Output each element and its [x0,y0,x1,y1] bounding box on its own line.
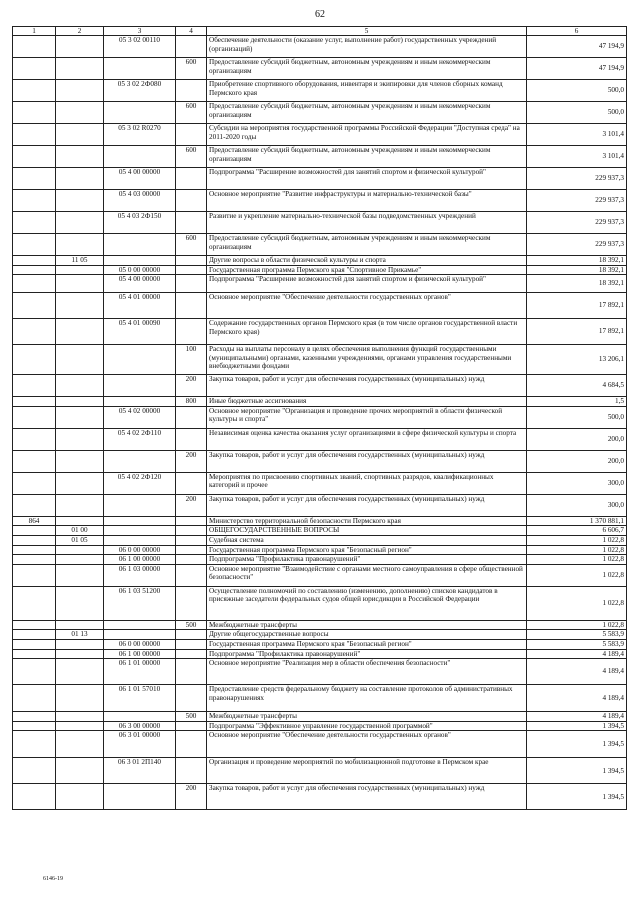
column-header: 2 [56,27,104,36]
table-row [13,649,627,659]
cell-amount: 1 022,8 [527,564,627,586]
table-row [13,345,627,375]
cell-section-code [56,146,104,168]
cell-admin-code [13,659,56,685]
cell-admin-code [13,586,56,620]
cell-section-code: 11 05 [56,256,104,266]
column-header: 1 [13,27,56,36]
cell-amount: 1 394,5 [527,731,627,758]
table-header-row [13,27,627,36]
cell-section-code [56,319,104,345]
table-row [13,265,627,275]
cell-section-code [56,564,104,586]
cell-amount: 1 022,8 [527,620,627,630]
cell-section-code [56,234,104,256]
cell-section-code [56,758,104,784]
cell-name: Развитие и укрепление материально-технической базы подведомственных учреждений [207,212,527,234]
cell-name: Министерство территориальной безопасности Пермского края [207,516,527,526]
cell-section-code [56,212,104,234]
cell-amount: 229 937,3 [527,168,627,190]
cell-section-code [56,275,104,293]
cell-admin-code [13,731,56,758]
cell-expense-type: 100 [176,345,207,375]
cell-name: Осуществление полномочий по составлению (изменению, дополнению) списков кандидатов в присяжные заседатели федеральных судов общей юрисдикции в Российской Федерации [207,586,527,620]
cell-name: Основное мероприятие "Реализация мер в области обеспечения безопасности" [207,659,527,685]
cell-amount: 3 101,4 [527,146,627,168]
cell-target-article: 06 1 03 00000 [104,564,176,586]
cell-amount: 6 606,7 [527,526,627,536]
cell-amount: 300,0 [527,494,627,516]
cell-admin-code [13,190,56,212]
table-row [13,397,627,407]
cell-section-code [56,293,104,319]
cell-target-article: 06 1 01 00000 [104,659,176,685]
cell-name: Независимая оценка качества оказания услуг организациями в сфере физической культуры и спорта [207,428,527,450]
cell-target-article: 05 4 01 00000 [104,293,176,319]
cell-amount: 1,5 [527,397,627,407]
page-number: 62 [315,9,325,20]
column-header: 4 [176,27,207,36]
table-row [13,293,627,319]
cell-amount: 229 937,3 [527,190,627,212]
cell-target-article: 05 3 02 R0270 [104,124,176,146]
cell-amount: 5 583,9 [527,630,627,640]
cell-target-article [104,375,176,397]
cell-name: Приобретение спортивного оборудования, инвентаря и экипировки для членов сборных команд Пермского края [207,80,527,102]
cell-admin-code [13,721,56,731]
cell-name: Основное мероприятие "Обеспечение деятельности государственных органов" [207,293,527,319]
cell-admin-code [13,758,56,784]
cell-amount: 1 394,5 [527,721,627,731]
table-row [13,659,627,685]
cell-expense-type: 200 [176,784,207,810]
cell-expense-type [176,319,207,345]
cell-admin-code [13,620,56,630]
cell-amount: 229 937,3 [527,234,627,256]
cell-target-article [104,58,176,80]
cell-expense-type: 600 [176,58,207,80]
cell-target-article: 06 3 00 00000 [104,721,176,731]
cell-section-code [56,659,104,685]
cell-section-code [56,428,104,450]
cell-name: Организация и проведение мероприятий по мобилизационной подготовке в Пермском крае [207,758,527,784]
cell-amount: 1 394,5 [527,784,627,810]
table-row [13,516,627,526]
cell-amount: 4 189,4 [527,659,627,685]
cell-amount: 1 022,8 [527,535,627,545]
cell-admin-code [13,397,56,407]
cell-section-code: 01 13 [56,630,104,640]
cell-expense-type [176,564,207,586]
cell-target-article [104,102,176,124]
cell-target-article: 05 4 03 2Ф150 [104,212,176,234]
cell-section-code [56,516,104,526]
cell-target-article: 06 3 01 2П140 [104,758,176,784]
cell-section-code [56,586,104,620]
cell-name: Государственная программа Пермского края "Безопасный регион" [207,545,527,555]
table-row [13,721,627,731]
cell-amount: 200,0 [527,450,627,472]
table-row [13,472,627,494]
cell-section-code [56,265,104,275]
table-row [13,758,627,784]
cell-expense-type [176,428,207,450]
cell-amount: 5 583,9 [527,639,627,649]
cell-admin-code [13,293,56,319]
cell-admin-code [13,345,56,375]
cell-admin-code [13,630,56,640]
cell-amount: 18 392,1 [527,256,627,266]
cell-amount: 4 684,5 [527,375,627,397]
cell-section-code [56,649,104,659]
cell-expense-type [176,275,207,293]
budget-table [12,26,627,810]
cell-section-code [56,731,104,758]
cell-admin-code [13,102,56,124]
table-row [13,639,627,649]
cell-amount: 4 189,4 [527,649,627,659]
cell-expense-type [176,256,207,266]
cell-section-code [56,620,104,630]
cell-section-code [56,124,104,146]
cell-name: Другие вопросы в области физической культуры и спорта [207,256,527,266]
cell-amount: 17 892,1 [527,319,627,345]
cell-section-code [56,712,104,722]
cell-amount: 500,0 [527,102,627,124]
cell-expense-type: 600 [176,102,207,124]
cell-name: Предоставление субсидий бюджетным, автономным учреждениям и иным некоммерческим организациям [207,58,527,80]
cell-expense-type [176,265,207,275]
table-row [13,494,627,516]
cell-admin-code [13,80,56,102]
cell-target-article [104,620,176,630]
cell-expense-type: 200 [176,375,207,397]
cell-target-article [104,397,176,407]
table-row [13,102,627,124]
cell-expense-type [176,586,207,620]
cell-expense-type: 600 [176,146,207,168]
cell-target-article: 05 4 02 00000 [104,406,176,428]
cell-admin-code [13,319,56,345]
cell-target-article: 05 4 02 2Ф110 [104,428,176,450]
cell-target-article: 06 1 03 51200 [104,586,176,620]
cell-expense-type [176,168,207,190]
table-row [13,450,627,472]
cell-expense-type [176,212,207,234]
cell-expense-type [176,535,207,545]
cell-amount: 4 189,4 [527,712,627,722]
cell-target-article: 05 0 00 00000 [104,265,176,275]
cell-expense-type [176,526,207,536]
cell-target-article [104,494,176,516]
cell-expense-type [176,639,207,649]
cell-target-article: 06 1 00 00000 [104,649,176,659]
cell-target-article: 05 4 02 2Ф120 [104,472,176,494]
table-row [13,555,627,565]
cell-target-article: 06 1 01 57010 [104,685,176,712]
cell-expense-type [176,406,207,428]
cell-name: Судебная система [207,535,527,545]
cell-target-article: 05 4 00 00000 [104,168,176,190]
cell-name: Государственная программа Пермского края "Безопасный регион" [207,639,527,649]
cell-admin-code [13,526,56,536]
column-header: 3 [104,27,176,36]
cell-section-code [56,494,104,516]
cell-expense-type [176,36,207,58]
cell-name: Содержание государственных органов Пермского края (в том числе органов государственной власти Пермского края) [207,319,527,345]
cell-expense-type [176,124,207,146]
cell-section-code [56,397,104,407]
cell-expense-type: 500 [176,712,207,722]
table-row [13,712,627,722]
cell-target-article [104,784,176,810]
cell-target-article: 06 0 00 00000 [104,639,176,649]
cell-admin-code [13,494,56,516]
footer-code: 6146-19 [43,876,63,882]
cell-name: Основное мероприятие "Развитие инфраструктуры и материально-технической базы" [207,190,527,212]
cell-expense-type [176,472,207,494]
cell-amount: 200,0 [527,428,627,450]
cell-name: Расходы на выплаты персоналу в целях обеспечения выполнения функций государственными (муниципальными) органами, казенными учреждениями, органами управления государственными внебюджетными фондами [207,345,527,375]
cell-name: Предоставление субсидий бюджетным, автономным учреждениям и иным некоммерческим организациям [207,234,527,256]
table-row [13,256,627,266]
table-row [13,275,627,293]
cell-amount: 18 392,1 [527,275,627,293]
table-row [13,168,627,190]
table-row [13,535,627,545]
cell-amount: 229 937,3 [527,212,627,234]
cell-name: Закупка товаров, работ и услуг для обеспечения государственных (муниципальных) нужд [207,784,527,810]
cell-target-article [104,630,176,640]
table-row [13,146,627,168]
cell-name: Основное мероприятие "Взаимодействие с органами местного самоуправления в сфере общественной безопасности" [207,564,527,586]
cell-amount: 300,0 [527,472,627,494]
cell-admin-code [13,265,56,275]
cell-name: Закупка товаров, работ и услуг для обеспечения государственных (муниципальных) нужд [207,494,527,516]
cell-name: Межбюджетные трансферты [207,620,527,630]
cell-section-code [56,545,104,555]
table-row [13,58,627,80]
cell-admin-code [13,146,56,168]
cell-name: ОБЩЕГОСУДАРСТВЕННЫЕ ВОПРОСЫ [207,526,527,536]
cell-section-code [56,472,104,494]
cell-amount: 500,0 [527,406,627,428]
cell-admin-code [13,375,56,397]
table-row [13,731,627,758]
cell-expense-type [176,630,207,640]
cell-name: Подпрограмма "Профилактика правонарушений" [207,555,527,565]
cell-admin-code [13,58,56,80]
table-row [13,234,627,256]
cell-section-code [56,168,104,190]
cell-amount: 1 022,8 [527,586,627,620]
cell-section-code [56,80,104,102]
cell-admin-code [13,450,56,472]
cell-section-code [56,375,104,397]
table-row [13,428,627,450]
cell-amount: 47 194,9 [527,36,627,58]
table-row [13,319,627,345]
table-row [13,375,627,397]
cell-expense-type [176,685,207,712]
cell-name: Предоставление субсидий бюджетным, автономным учреждениям и иным некоммерческим организациям [207,102,527,124]
cell-section-code [56,345,104,375]
cell-target-article: 05 3 02 2Ф080 [104,80,176,102]
cell-admin-code [13,784,56,810]
cell-name: Подпрограмма "Расширение возможностей для занятий спортом и физической культурой" [207,275,527,293]
cell-expense-type [176,649,207,659]
cell-name: Основное мероприятие "Организация и проведение прочих мероприятий в области физической культуры и спорта" [207,406,527,428]
cell-admin-code [13,712,56,722]
cell-expense-type [176,190,207,212]
cell-target-article [104,450,176,472]
cell-amount: 47 194,9 [527,58,627,80]
cell-expense-type [176,758,207,784]
cell-name: Обеспечение деятельности (оказание услуг, выполнение работ) государственных учреждений (организаций) [207,36,527,58]
table-row [13,406,627,428]
table-row [13,564,627,586]
table-row [13,586,627,620]
cell-target-article [104,256,176,266]
cell-admin-code [13,406,56,428]
table-row [13,36,627,58]
cell-target-article [104,526,176,536]
cell-expense-type [176,659,207,685]
cell-target-article: 05 4 00 00000 [104,275,176,293]
cell-section-code [56,58,104,80]
table-row [13,784,627,810]
column-header: 5 [207,27,527,36]
cell-section-code: 01 00 [56,526,104,536]
table-row [13,80,627,102]
cell-admin-code [13,535,56,545]
cell-target-article [104,516,176,526]
cell-expense-type [176,516,207,526]
cell-amount: 3 101,4 [527,124,627,146]
cell-target-article [104,535,176,545]
cell-admin-code [13,36,56,58]
cell-target-article: 05 4 03 00000 [104,190,176,212]
cell-amount: 1 022,8 [527,545,627,555]
table-row [13,212,627,234]
cell-section-code [56,450,104,472]
cell-admin-code [13,545,56,555]
table-row [13,526,627,536]
cell-section-code [56,406,104,428]
cell-amount: 500,0 [527,80,627,102]
cell-admin-code [13,256,56,266]
cell-target-article [104,712,176,722]
cell-name: Предоставление средств федеральному бюджету на составление протоколов об административных правонарушениях [207,685,527,712]
cell-admin-code [13,685,56,712]
cell-expense-type: 600 [176,234,207,256]
cell-name: Субсидии на мероприятия государственной программы Российской Федерации "Доступная среда" на 2011-2020 годы [207,124,527,146]
table-row [13,124,627,146]
column-header: 6 [527,27,627,36]
cell-expense-type: 800 [176,397,207,407]
cell-section-code: 01 05 [56,535,104,545]
table-row [13,630,627,640]
cell-admin-code [13,428,56,450]
cell-expense-type [176,545,207,555]
cell-admin-code [13,124,56,146]
cell-target-article [104,146,176,168]
cell-target-article: 05 3 02 00110 [104,36,176,58]
cell-name: Подпрограмма "Расширение возможностей для занятий спортом и физической культурой" [207,168,527,190]
cell-expense-type [176,721,207,731]
table-row [13,685,627,712]
cell-admin-code [13,275,56,293]
cell-amount: 17 892,1 [527,293,627,319]
cell-target-article: 06 3 01 00000 [104,731,176,758]
cell-amount: 13 206,1 [527,345,627,375]
cell-admin-code [13,472,56,494]
cell-amount: 1 022,8 [527,555,627,565]
cell-section-code [56,784,104,810]
cell-name: Межбюджетные трансферты [207,712,527,722]
cell-section-code [56,102,104,124]
cell-expense-type [176,731,207,758]
table-row [13,190,627,212]
cell-amount: 4 189,4 [527,685,627,712]
table-row [13,545,627,555]
cell-expense-type: 200 [176,494,207,516]
cell-target-article [104,234,176,256]
cell-name: Мероприятия по присвоению спортивных званий, спортивных разрядов, квалификационных категорий и прочее [207,472,527,494]
cell-section-code [56,190,104,212]
cell-admin-code [13,212,56,234]
cell-target-article: 06 1 00 00000 [104,555,176,565]
cell-name: Иные бюджетные ассигнования [207,397,527,407]
cell-amount: 18 392,1 [527,265,627,275]
cell-section-code [56,721,104,731]
cell-admin-code [13,168,56,190]
cell-admin-code [13,555,56,565]
cell-amount: 1 370 881,1 [527,516,627,526]
cell-name: Предоставление субсидий бюджетным, автономным учреждениям и иным некоммерческим организациям [207,146,527,168]
cell-name: Другие общегосударственные вопросы [207,630,527,640]
cell-target-article: 06 0 00 00000 [104,545,176,555]
cell-admin-code [13,234,56,256]
cell-name: Подпрограмма "Эффективное управление государственной программой" [207,721,527,731]
cell-expense-type [176,555,207,565]
cell-section-code [56,685,104,712]
cell-admin-code [13,649,56,659]
cell-name: Основное мероприятие "Обеспечение деятельности государственных органов" [207,731,527,758]
cell-name: Закупка товаров, работ и услуг для обеспечения государственных (муниципальных) нужд [207,450,527,472]
cell-name: Подпрограмма "Профилактика правонарушений" [207,649,527,659]
table-row [13,620,627,630]
cell-name: Закупка товаров, работ и услуг для обеспечения государственных (муниципальных) нужд [207,375,527,397]
cell-admin-code [13,564,56,586]
cell-admin-code [13,639,56,649]
cell-name: Государственная программа Пермского края "Спортивное Прикамье" [207,265,527,275]
cell-target-article [104,345,176,375]
cell-target-article: 05 4 01 00090 [104,319,176,345]
cell-amount: 1 394,5 [527,758,627,784]
cell-expense-type [176,293,207,319]
cell-expense-type [176,80,207,102]
cell-section-code [56,36,104,58]
cell-expense-type: 500 [176,620,207,630]
cell-section-code [56,639,104,649]
cell-expense-type: 200 [176,450,207,472]
cell-section-code [56,555,104,565]
cell-admin-code: 864 [13,516,56,526]
